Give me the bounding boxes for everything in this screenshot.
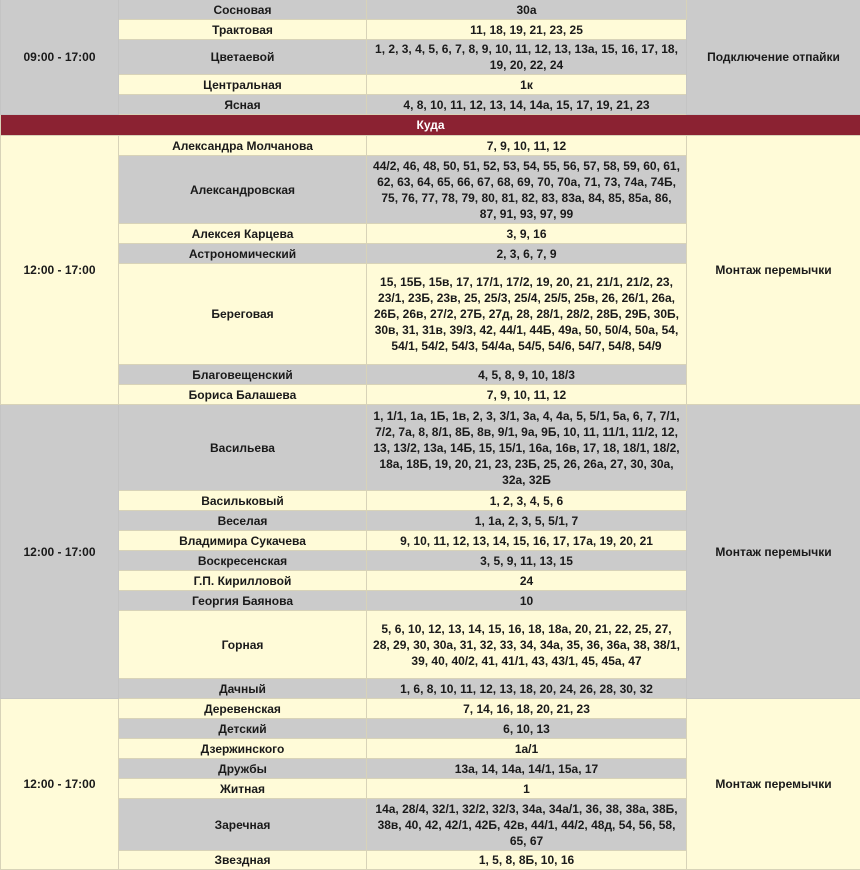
houses-cell: 44/2, 46, 48, 50, 51, 52, 53, 54, 55, 56, 57, 58, 59, 60, 61, 62, 63, 64, 65, 66, 67, 68, 69, 70, 70а, 71, 73, 74а, 74Б, 75, 76, 77, 78, 79, 80, 81, 82, 83, 83а, 84, 85, 85а, 86, 87, 91, 93, 97, 99 bbox=[367, 156, 687, 224]
table-row bbox=[1, 699, 860, 719]
street-cell: Астрономический bbox=[119, 244, 367, 264]
houses-cell: 5, 6, 10, 12, 13, 14, 15, 16, 18, 18а, 20, 21, 22, 25, 27, 28, 29, 30, 30а, 31, 32, 33, 34, 34а, 35, 36, 36а, 38, 38/1, 39, 40, 40/2, 41, 41/1, 43, 43/1, 45, 45а, 47 bbox=[367, 611, 687, 679]
houses-cell: 7, 14, 16, 18, 20, 21, 23 bbox=[367, 699, 687, 719]
houses-cell: 1, 2, 3, 4, 5, 6 bbox=[367, 491, 687, 511]
section-header-row bbox=[1, 115, 860, 136]
street-cell: Владимира Сукачева bbox=[119, 531, 367, 551]
houses-cell: 24 bbox=[367, 571, 687, 591]
street-cell: Васильковый bbox=[119, 491, 367, 511]
street-cell: Дзержинского bbox=[119, 739, 367, 759]
street-cell: Горная bbox=[119, 611, 367, 679]
time-range-cell: 12:00 - 17:00 bbox=[1, 699, 119, 870]
street-cell: Бориса Балашева bbox=[119, 385, 367, 405]
houses-cell: 10 bbox=[367, 591, 687, 611]
work-type-cell: Монтаж перемычки bbox=[687, 405, 860, 699]
table-row bbox=[1, 136, 860, 156]
houses-cell: 14а, 28/4, 32/1, 32/2, 32/3, 34а, 34а/1, 36, 38, 38а, 38Б, 38в, 40, 42, 42/1, 42Б, 42в, 44/1, 44/2, 48д, 54, 56, 58, 65, 67 bbox=[367, 799, 687, 851]
street-cell: Житная bbox=[119, 779, 367, 799]
houses-cell: 30а bbox=[367, 0, 687, 20]
work-type-cell: Подключение отпайки bbox=[687, 0, 860, 115]
houses-cell: 4, 8, 10, 11, 12, 13, 14, 14а, 15, 17, 19, 21, 23 bbox=[367, 95, 687, 115]
street-cell: Алексея Карцева bbox=[119, 224, 367, 244]
street-cell: Дружбы bbox=[119, 759, 367, 779]
time-range-cell: 12:00 - 17:00 bbox=[1, 136, 119, 405]
houses-cell: 1, 1/1, 1а, 1Б, 1в, 2, 3, 3/1, 3а, 4, 4а, 5, 5/1, 5а, 6, 7, 7/1, 7/2, 7а, 8, 8/1, 8Б, 8в, 9/1, 9а, 9Б, 10, 11, 11/1, 11/2, 12, 13, 13/2, 13а, 14Б, 15, 15/1, 16а, 16в, 17, 18, 18/1, 18/2, 18а, 18Б, 19, 20, 21, 23, 23Б, 25, 26, 26а, 27, 30, 30а, 32а, 32Б bbox=[367, 405, 687, 491]
street-cell: Цветаевой bbox=[119, 40, 367, 75]
houses-cell: 1 bbox=[367, 779, 687, 799]
houses-cell: 1, 6, 8, 10, 11, 12, 13, 18, 20, 24, 26, 28, 30, 32 bbox=[367, 679, 687, 699]
houses-cell: 15, 15Б, 15в, 17, 17/1, 17/2, 19, 20, 21, 21/1, 21/2, 23, 23/1, 23Б, 23в, 25, 25/3, 25/4, 25/5, 25в, 26, 26/1, 26а, 26Б, 26в, 27/2, 27Б, 27д, 28, 28/1, 28/2, 28Б, 29Б, 30Б, 30в, 31, 31в, 39/3, 42, 44/1, 44Б, 49а, 50, 50/4, 50а, 54, 54/1, 54/2, 54/3, 54/4а, 54/5, 54/6, 54/7, 54/8, 54/9 bbox=[367, 264, 687, 365]
houses-cell: 11, 18, 19, 21, 23, 25 bbox=[367, 20, 687, 40]
street-cell: Александра Молчанова bbox=[119, 136, 367, 156]
table-row bbox=[1, 405, 860, 491]
schedule-body bbox=[1, 0, 860, 870]
work-type-cell: Монтаж перемычки bbox=[687, 136, 860, 405]
houses-cell: 3, 5, 9, 11, 13, 15 bbox=[367, 551, 687, 571]
street-cell: Александровская bbox=[119, 156, 367, 224]
table-row bbox=[1, 0, 860, 20]
time-range-cell: 12:00 - 17:00 bbox=[1, 405, 119, 699]
street-cell: Сосновая bbox=[119, 0, 367, 20]
time-range-cell: 09:00 - 17:00 bbox=[1, 0, 119, 115]
houses-cell: 1, 2, 3, 4, 5, 6, 7, 8, 9, 10, 11, 12, 13, 13а, 15, 16, 17, 18, 19, 20, 22, 24 bbox=[367, 40, 687, 75]
street-cell: Береговая bbox=[119, 264, 367, 365]
street-cell: Деревенская bbox=[119, 699, 367, 719]
street-cell: Благовещенский bbox=[119, 365, 367, 385]
street-cell: Г.П. Кирилловой bbox=[119, 571, 367, 591]
houses-cell: 1к bbox=[367, 75, 687, 95]
houses-cell: 13а, 14, 14а, 14/1, 15а, 17 bbox=[367, 759, 687, 779]
street-cell: Веселая bbox=[119, 511, 367, 531]
section-header: Куда bbox=[1, 115, 860, 136]
street-cell: Георгия Баянова bbox=[119, 591, 367, 611]
houses-cell: 7, 9, 10, 11, 12 bbox=[367, 385, 687, 405]
houses-cell: 3, 9, 16 bbox=[367, 224, 687, 244]
houses-cell: 2, 3, 6, 7, 9 bbox=[367, 244, 687, 264]
street-cell: Дачный bbox=[119, 679, 367, 699]
houses-cell: 9, 10, 11, 12, 13, 14, 15, 16, 17, 17а, 19, 20, 21 bbox=[367, 531, 687, 551]
street-cell: Заречная bbox=[119, 799, 367, 851]
street-cell: Звездная bbox=[119, 851, 367, 870]
houses-cell: 7, 9, 10, 11, 12 bbox=[367, 136, 687, 156]
houses-cell: 1, 5, 8, 8Б, 10, 16 bbox=[367, 851, 687, 870]
houses-cell: 4, 5, 8, 9, 10, 18/3 bbox=[367, 365, 687, 385]
street-cell: Детский bbox=[119, 719, 367, 739]
houses-cell: 6, 10, 13 bbox=[367, 719, 687, 739]
street-cell: Васильева bbox=[119, 405, 367, 491]
houses-cell: 1, 1а, 2, 3, 5, 5/1, 7 bbox=[367, 511, 687, 531]
houses-cell: 1а/1 bbox=[367, 739, 687, 759]
street-cell: Ясная bbox=[119, 95, 367, 115]
street-cell: Воскресенская bbox=[119, 551, 367, 571]
street-cell: Центральная bbox=[119, 75, 367, 95]
work-type-cell: Монтаж перемычки bbox=[687, 699, 860, 870]
street-cell: Трактовая bbox=[119, 20, 367, 40]
